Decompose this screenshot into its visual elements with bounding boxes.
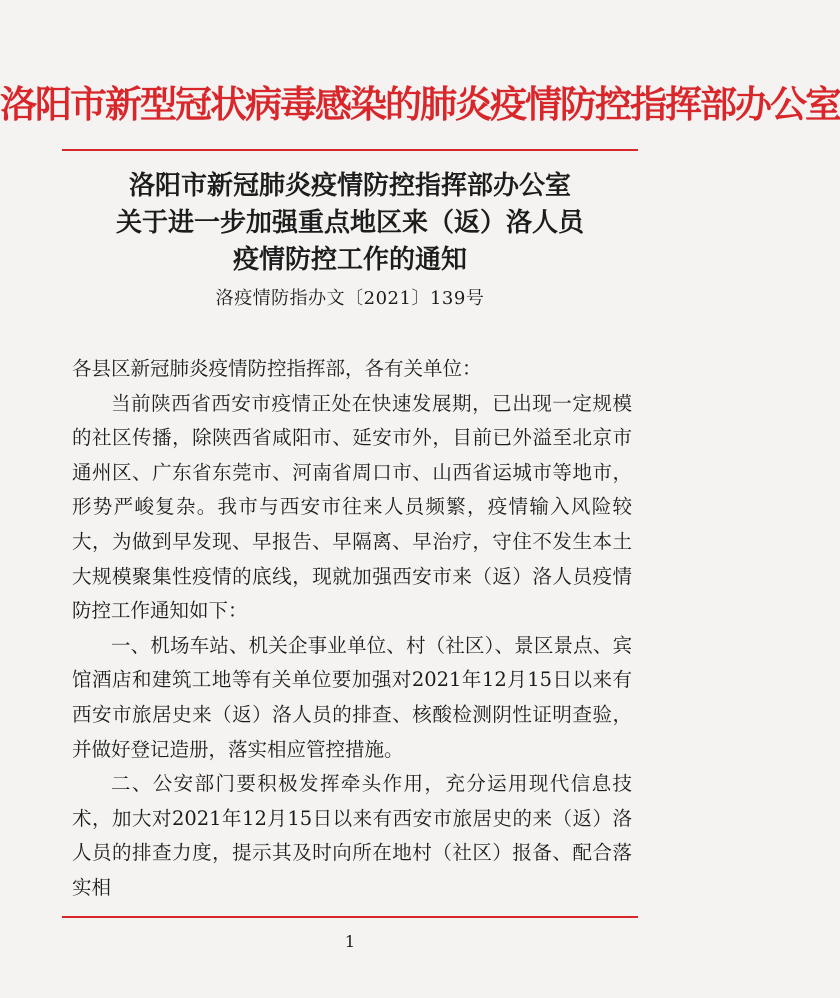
notice-title-line-1: 洛阳市新冠肺炎疫情防控指挥部办公室 <box>128 171 571 201</box>
page-number: 1 <box>344 932 356 951</box>
body-paragraph-3: 二、公安部门要积极发挥牵头作用，充分运用现代信息技术，加大对2021年12月15日以来有西安市旅居史的来（返）洛人员的排查力度，提示其及时向所在地村（社区）报备、配合落实相 <box>72 772 632 899</box>
salutation: 各县区新冠肺炎疫情防控指挥部，各有关单位： <box>72 357 482 380</box>
letterhead-title: 洛阳市新型冠状病毒感染的肺炎疫情防控指挥部办公室 <box>0 82 840 126</box>
notice-title-line-2: 关于进一步加强重点地区来（返）洛人员 <box>115 208 584 238</box>
notice-title <box>0 168 700 279</box>
body-paragraph-2: 一、机场车站、机关企事业单位、村（社区）、景区景点、宾馆酒店和建筑工地等有关单位要加强对2021年12月15日以来有西安市旅居史来（返）洛人员的排查、核酸检测阴性证明查验，并做好登记造册，落实相应管控措施。 <box>72 633 632 761</box>
document-number: 洛疫情防指办文〔2021〕139号 <box>215 288 485 309</box>
letterhead-red-rule <box>62 149 638 151</box>
footer-red-rule <box>62 916 638 918</box>
notice-title-line-3: 疫情防控工作的通知 <box>232 245 467 275</box>
notice-body <box>72 352 632 906</box>
body-paragraph-1: 当前陕西省西安市疫情正处在快速发展期，已出现一定规模的社区传播，除陕西省咸阳市、延安市外，目前已外溢至北京市通州区、广东省东莞市、河南省周口市、山西省运城市等地市，形势严峻复杂。我市与西安市往来人员频繁，疫情输入风险较大，为做到早发现、早报告、早隔离、早治疗，守住不发生本土大规模聚集性疫情的底线，现就加强西安市来（返）洛人员疫情防控工作通知如下： <box>72 391 632 623</box>
